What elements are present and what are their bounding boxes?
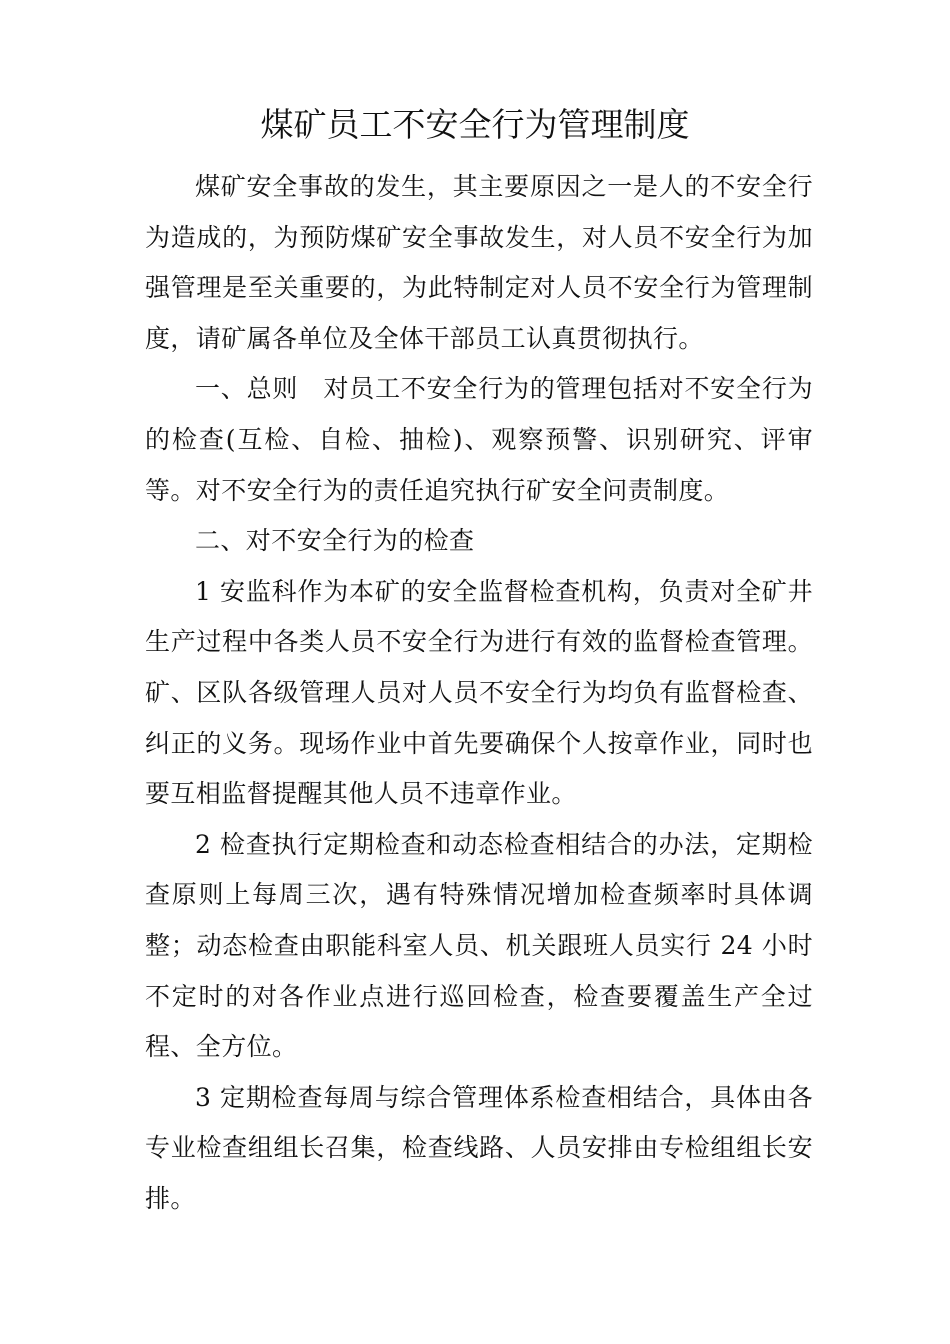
paragraph-item-3: 3 定期检查每周与综合管理体系检查相结合，具体由各专业检查组组长召集，检查线路、人员安排由专检组组长安排。 bbox=[145, 1082, 813, 1213]
paragraph-intro: 煤矿安全事故的发生，其主要原因之一是人的不安全行为造成的，为预防煤矿安全事故发生，对人员不安全行为加强管理是至关重要的，为此特制定对人员不安全行为管理制度，请矿属各单位及全体干部员工认真贯彻执行。 bbox=[145, 172, 813, 353]
section-heading-inspection: 二、对不安全行为的检查 bbox=[195, 526, 475, 556]
section-heading-general: 一、总则 bbox=[195, 374, 299, 404]
document-body bbox=[145, 162, 813, 1224]
paragraph-general-principles bbox=[145, 364, 813, 516]
document-title: 煤矿员工不安全行为管理制度 bbox=[260, 105, 690, 144]
general-principles-text: 对员工不安全行为的管理包括对不安全行为的检查(互检、自检、抽检)、观察预警、识别研究、评审等。对不安全行为的责任追究执行矿安全问责制度。 bbox=[145, 374, 813, 505]
paragraph-item-2: 2 检查执行定期检查和动态检查相结合的办法，定期检查原则上每周三次，遇有特殊情况增加检查频率时具体调整；动态检查由职能科室人员、机关跟班人员实行 24 小时不定时的对各作业点进行巡回检查，检查要覆盖生产全过程、全方位。 bbox=[145, 829, 813, 1062]
paragraph-item-1: 1 安监科作为本矿的安全监督检查机构，负责对全矿井生产过程中各类人员不安全行为进行有效的监督检查管理。矿、区队各级管理人员对人员不安全行为均负有监督检查、纠正的义务。现场作业中首先要确保个人按章作业，同时也要互相监督提醒其他人员不违章作业。 bbox=[145, 576, 813, 809]
